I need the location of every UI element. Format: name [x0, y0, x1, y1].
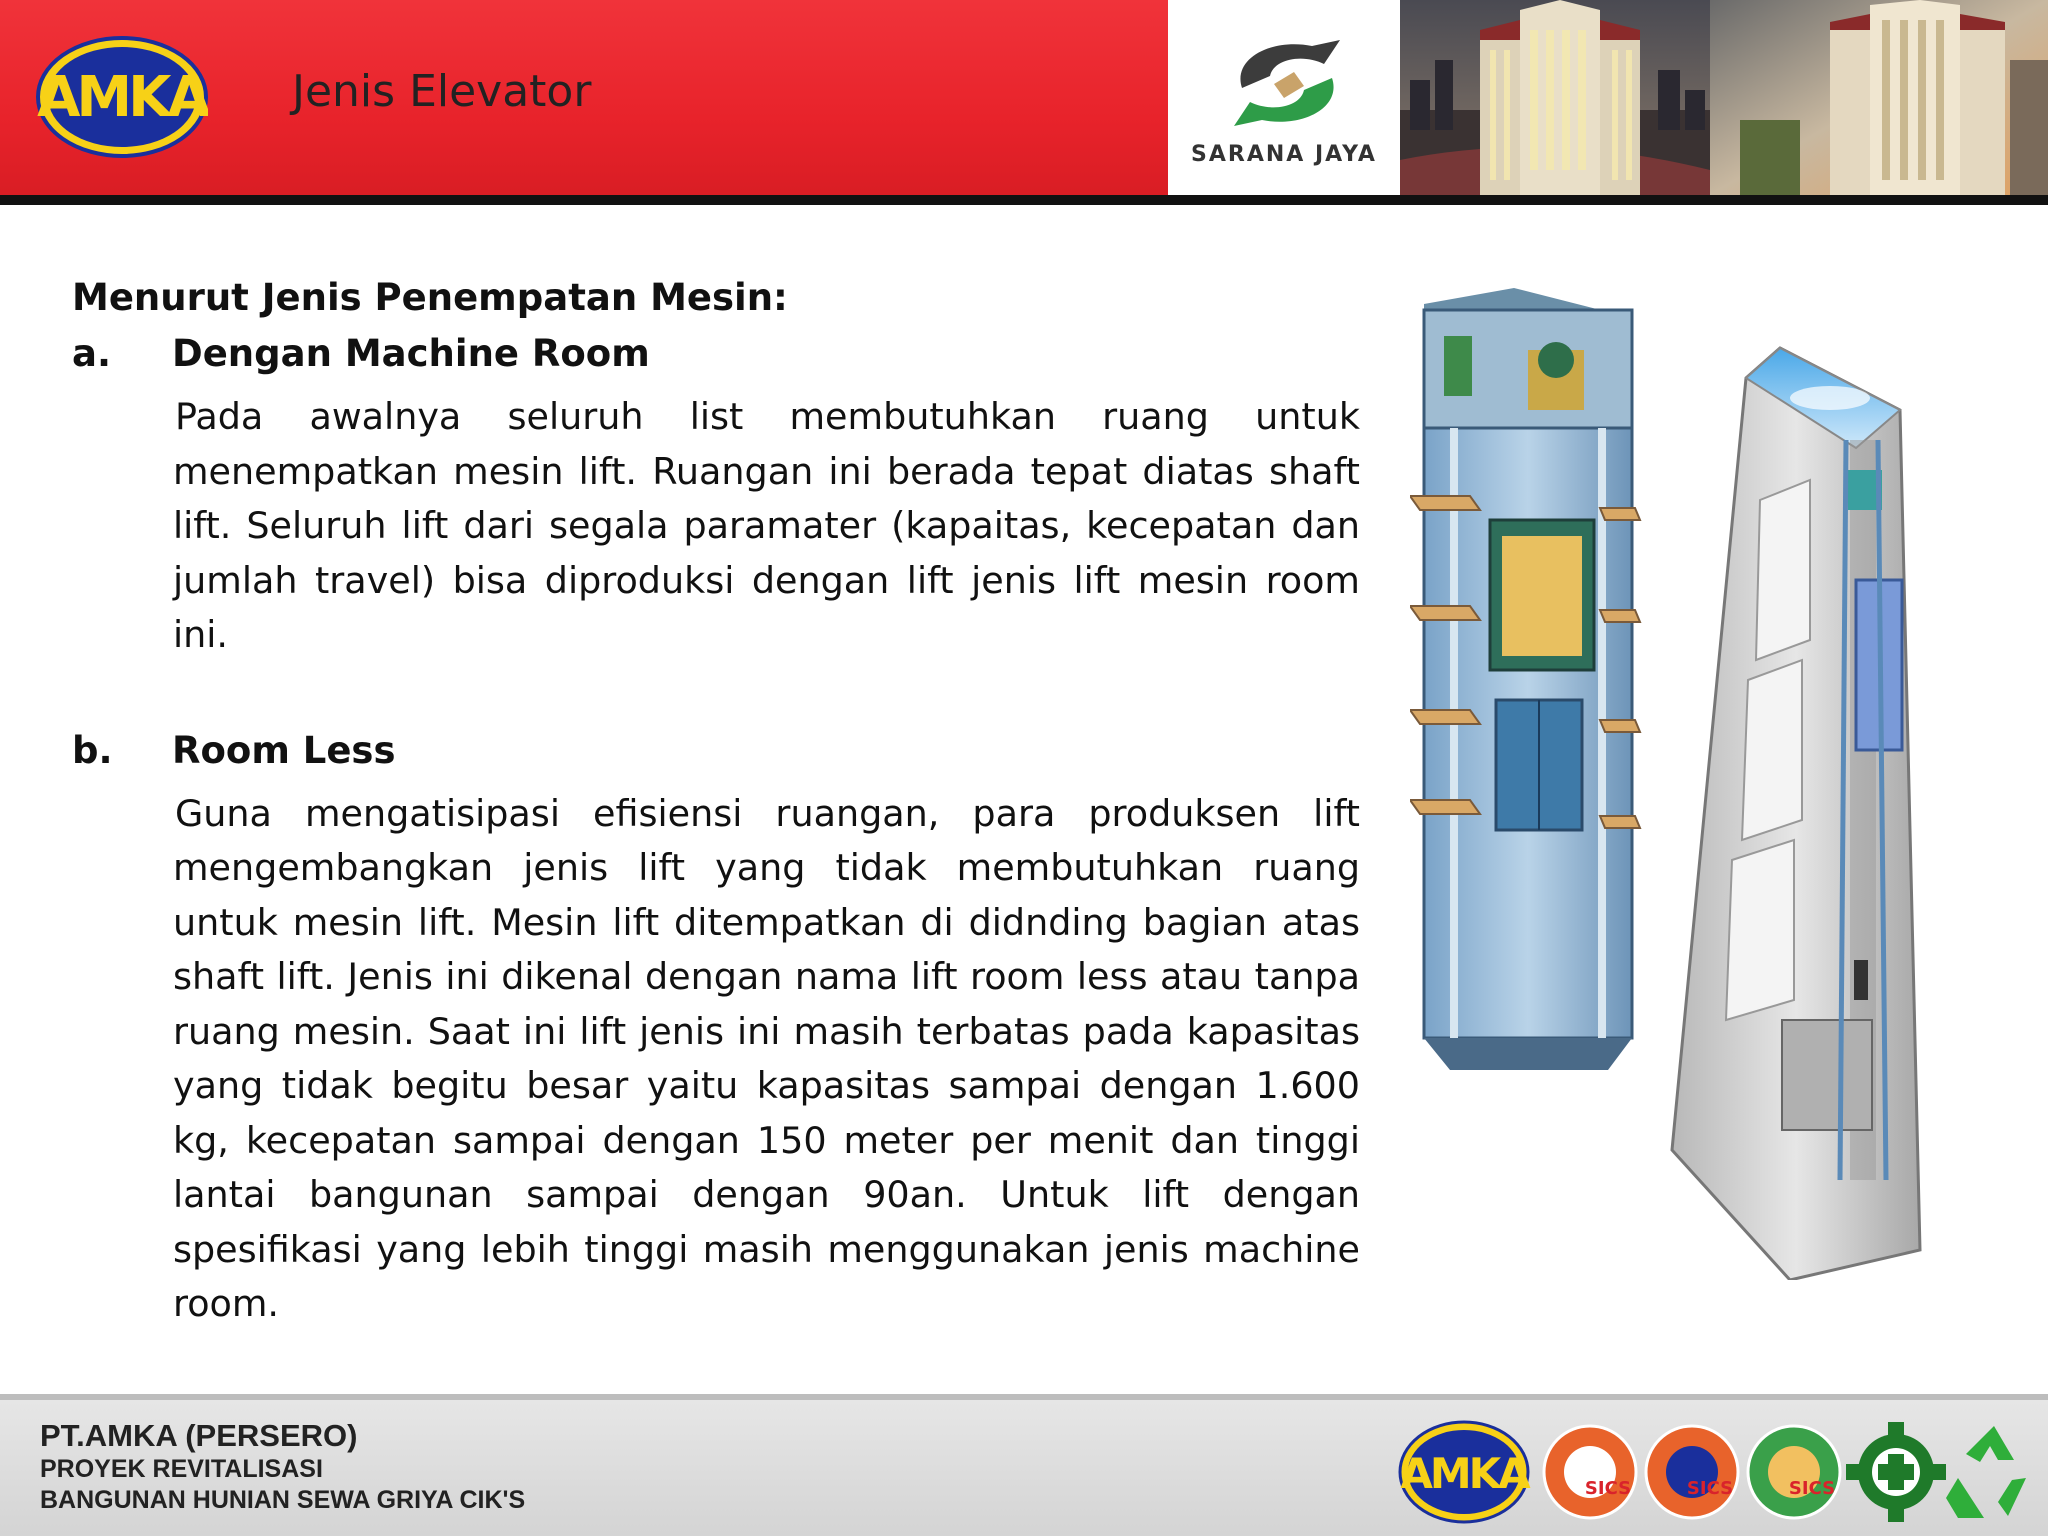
- item-paragraph: Guna mengatisipasi efisiensi ruangan, para produksen lift mengembangkan jenis lift yang tidak membutuhkan ruang untuk mesin lift. Mesin lift ditempatkan di didnding bagian atas shaft lift. Jenis ini dikenal dengan nama lift room less atau tanpa ruang mesin. Saat ini lift jenis ini masih terbatas pada kapasitas yang tidak begitu besar yaitu kapasitas sampai dengan 1.600 kg, kecepatan sampai dengan 150 meter per menit dan tinggi lantai bangunan sampai dengan 90an. Untuk lift dengan spesifikasi yang lebih tinggi masih menggunakan jenis machine room.: [173, 791, 1360, 1325]
- sucofindo-cert-logo-1: [1544, 1426, 1636, 1518]
- room-less-elevator-illus: [1672, 348, 1920, 1280]
- amka-footer-logo: [1400, 1422, 1531, 1522]
- header-divider: [0, 195, 2048, 205]
- item-heading-row: [72, 723, 1360, 779]
- cert-label: SICS: [1788, 1478, 1836, 1499]
- sucofindo-cert-logo-3: [1748, 1426, 1840, 1518]
- footer-company-info: [40, 1418, 525, 1516]
- item-letter: b.: [72, 728, 113, 772]
- item-heading-row: [72, 326, 1360, 382]
- list-item: [72, 326, 1360, 663]
- item-paragraph: Pada awalnya seluruh list membutuhkan ruang untuk menempatkan mesin lift. Ruangan ini berada tepat diatas shaft lift. Seluruh lift dari segala paramater (kapaitas, kecepatan dan jumlah travel) bisa diproduksi dengan lift jenis lift mesin room ini.: [173, 395, 1360, 656]
- list-item: [72, 723, 1360, 1332]
- slide-footer: [0, 1394, 2048, 1536]
- sarana-jaya-text: SARANA JAYA: [1191, 142, 1377, 167]
- amka-logo-text: AMKA: [37, 65, 207, 130]
- safety-gear-icon: [1846, 1422, 1946, 1522]
- amka-logo: [36, 36, 208, 158]
- sarana-jaya-mark-icon: [1212, 28, 1362, 138]
- footer-company-name: PT.AMKA (PERSERO): [40, 1418, 358, 1453]
- slide-header: [0, 0, 2048, 205]
- sarana-jaya-logo: [1168, 0, 1400, 195]
- cert-label: SICS: [1584, 1478, 1632, 1499]
- amka-footer-logo-text: AMKA: [1400, 1449, 1528, 1498]
- cert-label: SICS: [1686, 1478, 1734, 1499]
- item-letter: a.: [72, 332, 112, 375]
- item-heading: Room Less: [172, 728, 396, 772]
- elevator-illustration: [1410, 280, 2040, 1280]
- building-photo: [1400, 0, 2048, 195]
- item-heading: Dengan Machine Room: [172, 332, 650, 375]
- recycle-icon: [1946, 1426, 2026, 1518]
- footer-building-line: BANGUNAN HUNIAN SEWA GRIYA CIK'S: [40, 1486, 526, 1514]
- slide-title: Jenis Elevator: [292, 66, 592, 117]
- footer-project-line: PROYEK REVITALISASI: [40, 1455, 323, 1483]
- sucofindo-cert-logo-2: [1646, 1426, 1738, 1518]
- slide-body: [72, 270, 1360, 1332]
- footer-logos: [1398, 1408, 2038, 1536]
- machine-room-elevator-illus: [1410, 288, 1640, 1070]
- section-heading: Menurut Jenis Penempatan Mesin:: [72, 276, 788, 319]
